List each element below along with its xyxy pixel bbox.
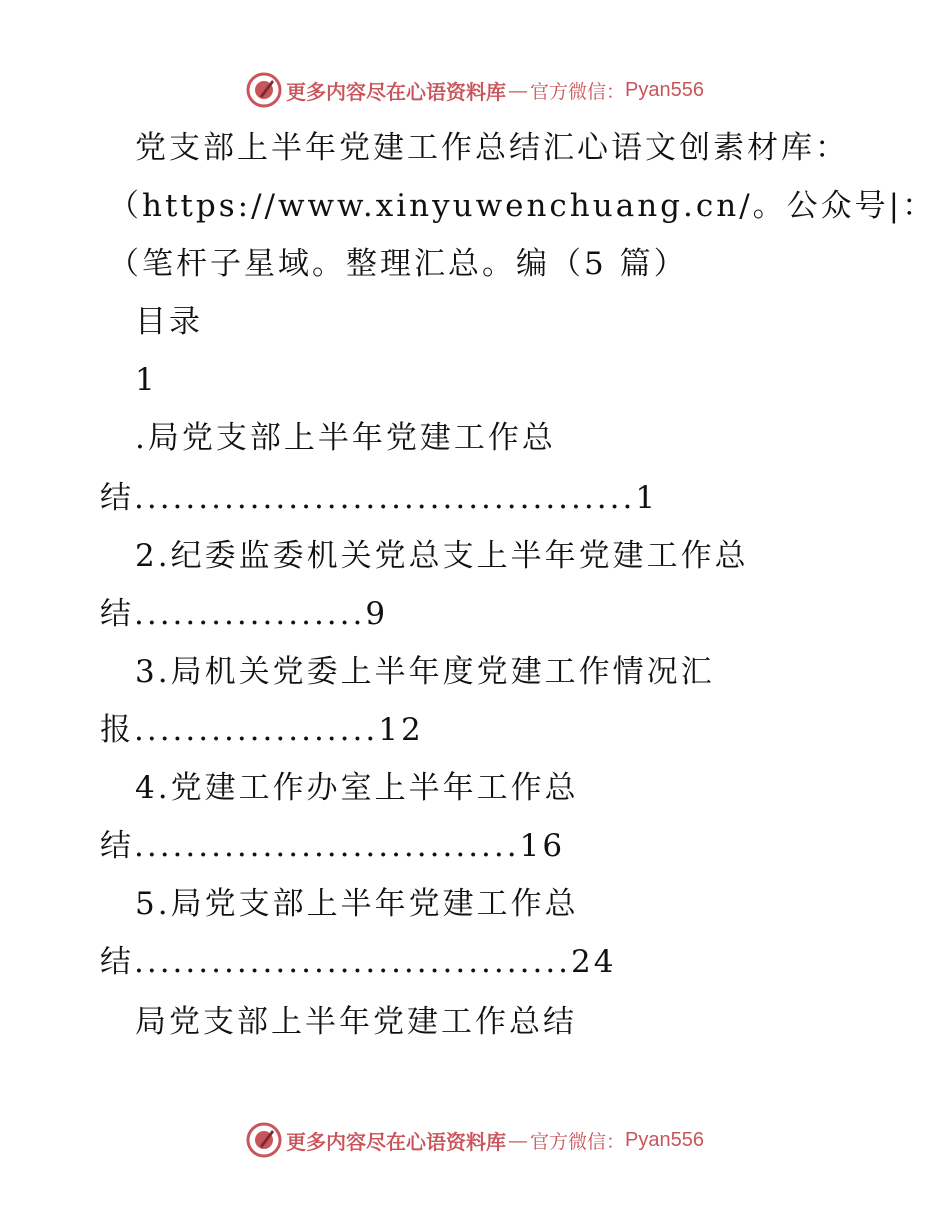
toc-entry-5-cont: 结 [100, 944, 134, 980]
banner-label: 官方微信： [530, 80, 626, 103]
toc-entry-2-dots: .................. [134, 596, 366, 632]
banner-wechat-id: Pyan556 [625, 78, 704, 101]
toc-entry-2-page: 9 [365, 596, 389, 632]
toc-entry-1-page: 1 [635, 480, 659, 516]
brand-logo-icon [246, 72, 282, 108]
toc-entry-3-cont: 报 [100, 712, 134, 748]
toc-entry-2-leader[interactable] [100, 594, 388, 634]
toc-entry-1-leader[interactable] [100, 478, 658, 518]
toc-number: 1 [135, 362, 158, 398]
toc-entry-5-leader[interactable] [100, 942, 617, 982]
toc-entry-3-title[interactable]: 3.局机关党委上半年度党建工作情况汇 [135, 654, 715, 690]
banner-text: 更多内容尽在心语资料库 [286, 1129, 506, 1154]
toc-entry-3-dots: ................... [134, 712, 379, 748]
intro-line-2: （https://www.xinyuwenchuang.cn/。公众号|： [108, 188, 937, 224]
section-title: 局党支部上半年党建工作总结 [135, 1004, 577, 1040]
toc-entry-5-page: 24 [571, 944, 617, 980]
toc-entry-3-leader[interactable] [100, 710, 424, 750]
toc-heading: 目录 [135, 304, 203, 340]
header-watermark-banner [0, 70, 950, 110]
toc-entry-1-title[interactable]: .局党支部上半年党建工作总 [135, 420, 556, 456]
toc-entry-4-page: 16 [519, 828, 566, 864]
banner-dash: — [508, 1128, 528, 1152]
banner-dash: — [508, 78, 528, 102]
toc-entry-4-cont: 结 [100, 828, 134, 864]
intro-line-1: 党支部上半年党建工作总结汇心语文创素材库： [135, 130, 849, 166]
banner-text: 更多内容尽在心语资料库 [286, 79, 506, 104]
brand-logo-icon [246, 1122, 282, 1158]
toc-entry-2-cont: 结 [100, 596, 134, 632]
toc-entry-2-title[interactable]: 2.纪委监委机关党总支上半年党建工作总 [135, 538, 749, 574]
toc-entry-5-dots: .................................. [134, 944, 572, 980]
toc-entry-1-dots: ....................................... [134, 480, 636, 516]
intro-line-3: （笔杆子星域。整理汇总。编（5 篇） [108, 246, 688, 282]
banner-wechat-id: Pyan556 [625, 1128, 704, 1151]
toc-entry-1-cont: 结 [100, 480, 134, 516]
toc-entry-4-leader[interactable] [100, 826, 565, 866]
toc-entry-4-dots: .............................. [134, 828, 520, 864]
toc-entry-5-title[interactable]: 5.局党支部上半年党建工作总 [135, 886, 579, 922]
footer-watermark-banner [0, 1120, 950, 1160]
banner-label: 官方微信： [530, 1130, 626, 1153]
toc-entry-4-title[interactable]: 4.党建工作办室上半年工作总 [135, 770, 579, 806]
toc-entry-3-page: 12 [378, 712, 424, 748]
